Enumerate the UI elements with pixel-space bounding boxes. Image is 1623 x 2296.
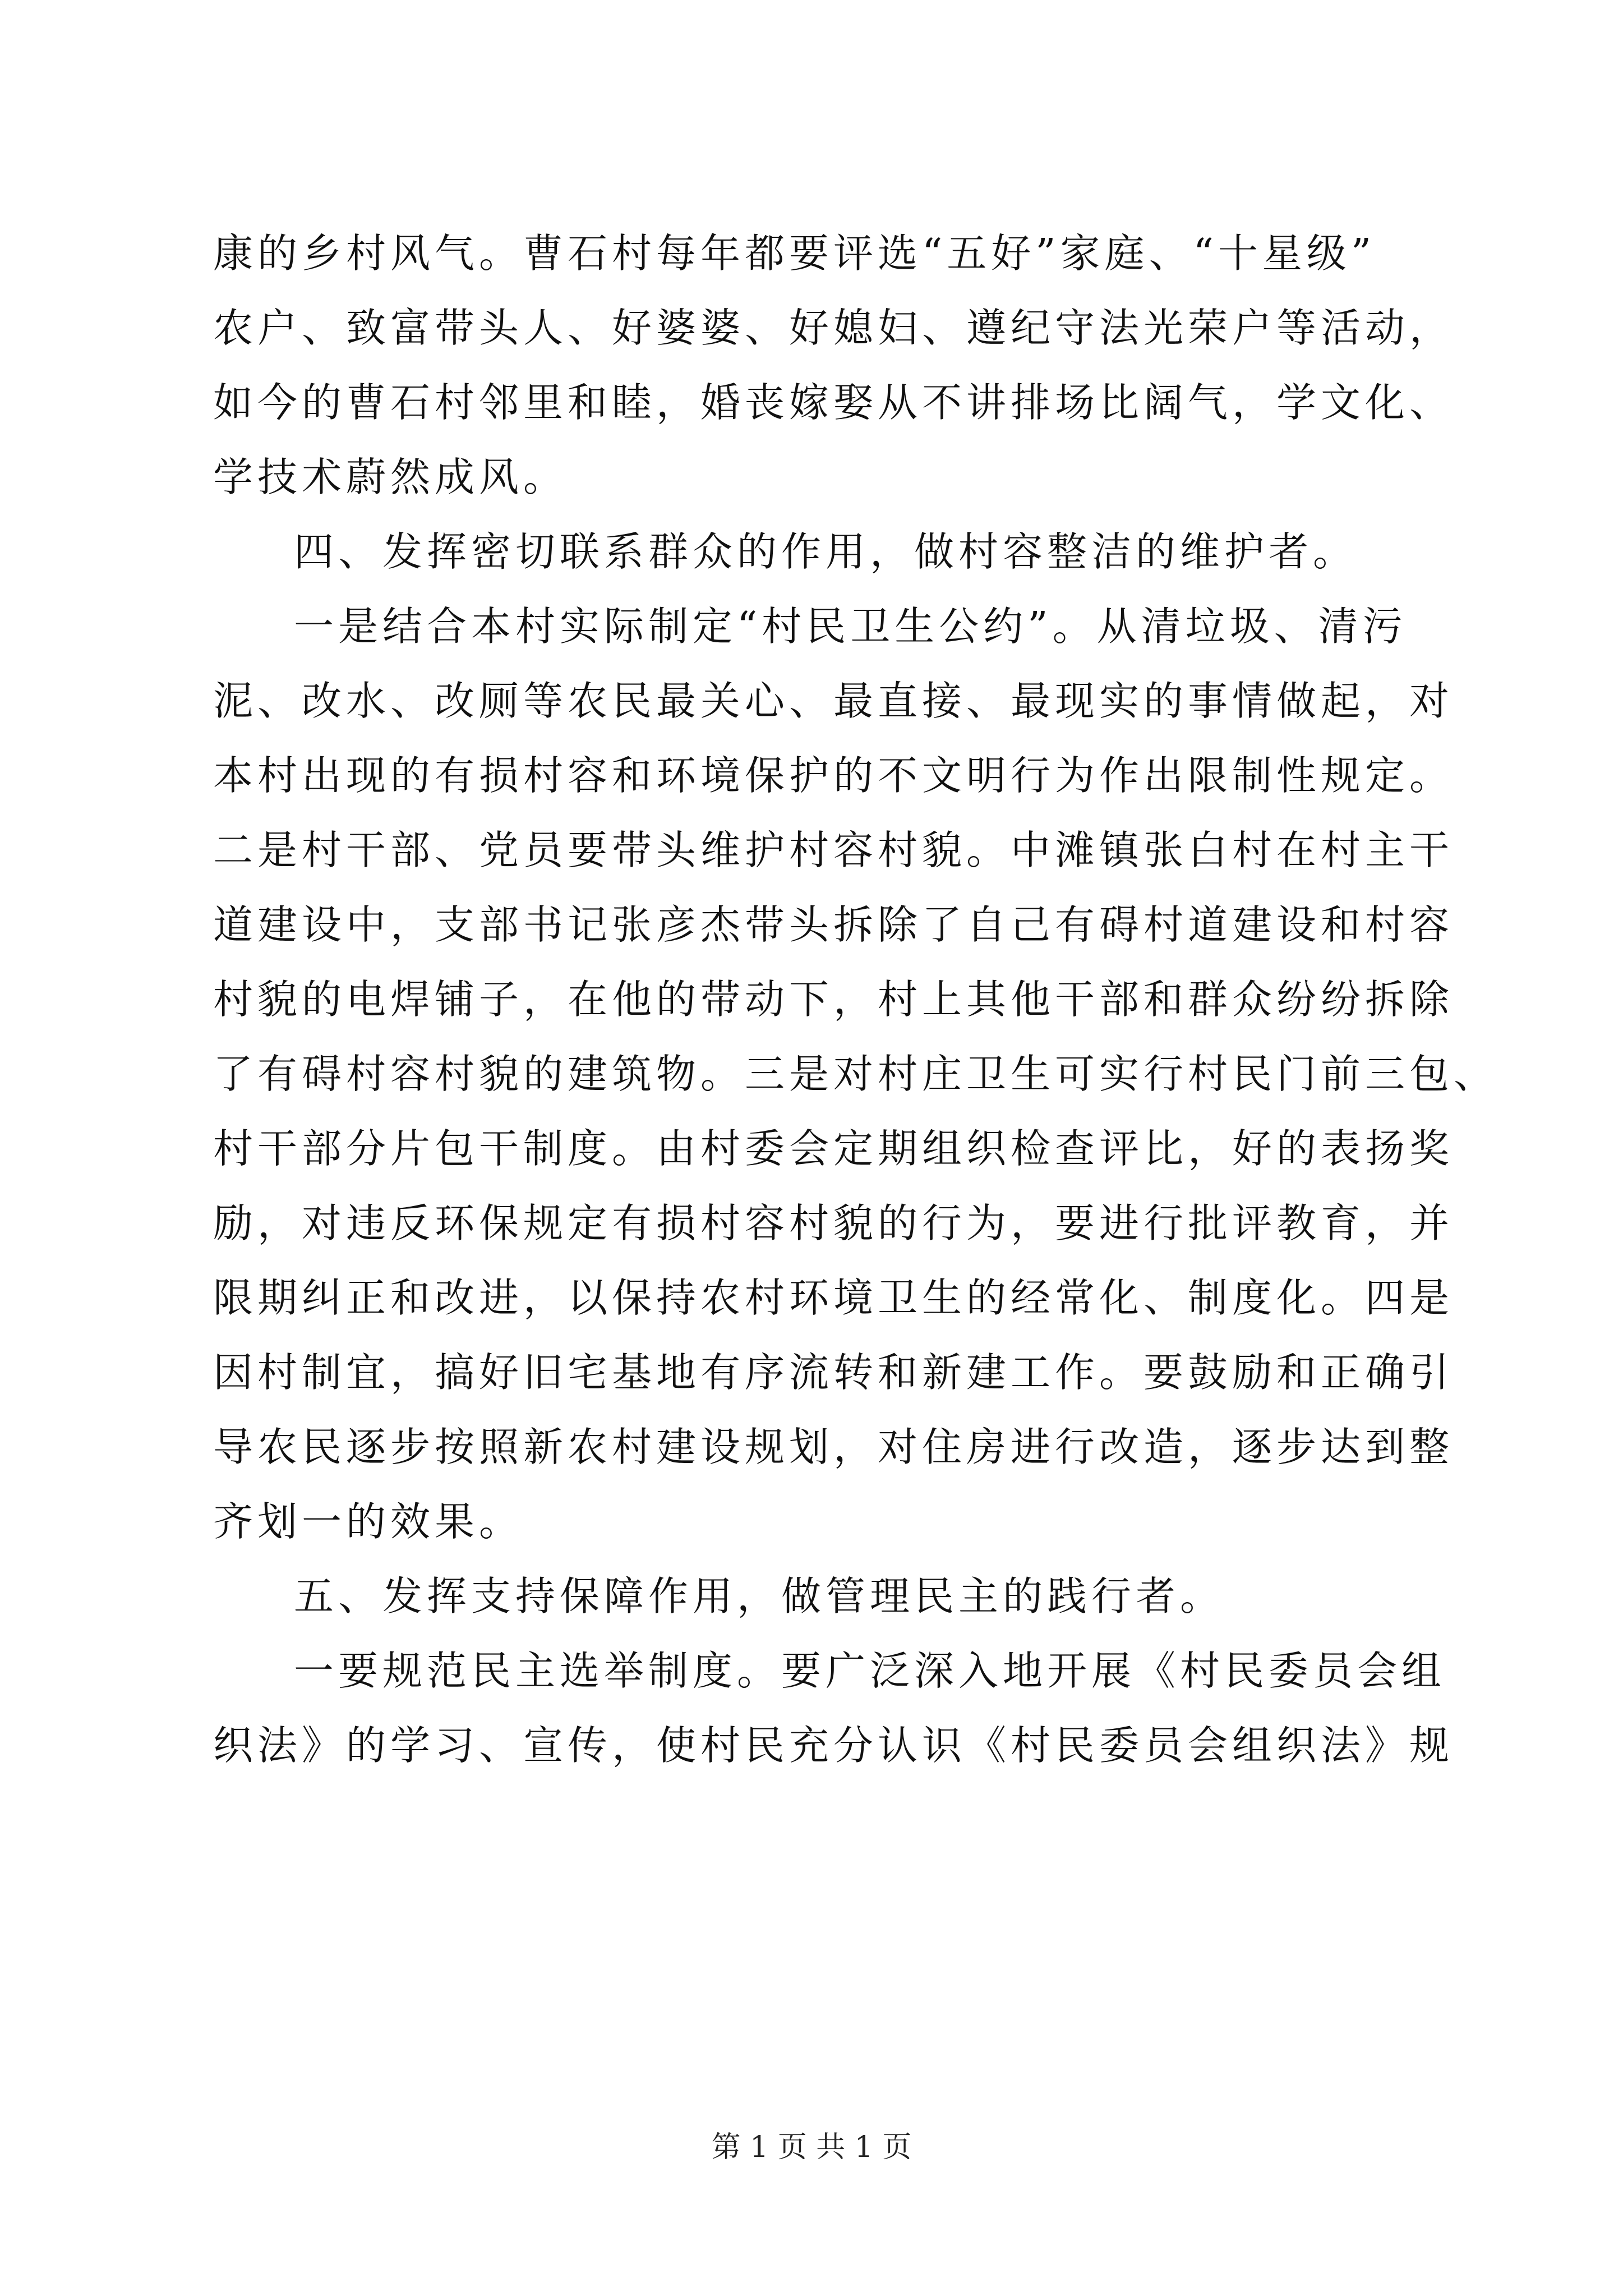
text-line: 泥、改水、改厕等农民最关心、最直接、最现实的事情做起，对 [213, 678, 1454, 724]
section-heading-5: 五、发挥支持保障作用，做管理民主的践行者。 [294, 1573, 1225, 1619]
text-line: 康的乡村风气。曹石村每年都要评选“五好”家庭、“十星级” [213, 230, 1376, 277]
text-line: 齐划一的效果。 [213, 1498, 524, 1545]
document-body [213, 216, 1498, 1783]
text-line: 一要规范民主选举制度。要广泛深入地开展《村民委员会组 [294, 1648, 1446, 1694]
text-line: 道建设中，支部书记张彦杰带头拆除了自己有碍村道建设和村容 [213, 901, 1454, 948]
text-line: 学技术蔚然成风。 [213, 454, 568, 500]
text-line: 本村出现的有损村容和环境保护的不文明行为作出限制性规定。 [213, 752, 1454, 799]
text-line: 限期纠正和改进，以保持农村环境卫生的经常化、制度化。四是 [213, 1274, 1454, 1321]
text-line: 一是结合本村实际制定“村民卫生公约”。从清垃圾、清污 [294, 603, 1407, 650]
text-line: 农户、致富带头人、好婆婆、好媳妇、遵纪守法光荣户等活动， [213, 305, 1454, 351]
text-line: 导农民逐步按照新农村建设规划，对住房进行改造，逐步达到整 [213, 1424, 1454, 1470]
section-heading-4: 四、发挥密切联系群众的作用，做村容整洁的维护者。 [294, 528, 1358, 575]
text-line: 励，对违反环保规定有损村容村貌的行为，要进行批评教育，并 [213, 1200, 1454, 1246]
text-line: 二是村干部、党员要带头维护村容村貌。中滩镇张白村在村主干 [213, 827, 1454, 873]
text-line: 织法》的学习、宣传，使村民充分认识《村民委员会组织法》规 [213, 1722, 1454, 1769]
text-line: 因村制宜，搞好旧宅基地有序流转和新建工作。要鼓励和正确引 [213, 1349, 1454, 1396]
text-line: 了有碍村容村貌的建筑物。三是对村庄卫生可实行村民门前三包、 [213, 1051, 1498, 1097]
page-number-footer: 第 1 页 共 1 页 [711, 2131, 912, 2164]
text-line: 如今的曹石村邻里和睦，婚丧嫁娶从不讲排场比阔气，学文化、 [213, 379, 1454, 426]
text-line: 村干部分片包干制度。由村委会定期组织检查评比，好的表扬奖 [213, 1125, 1454, 1172]
text-line: 村貌的电焊铺子，在他的带动下，村上其他干部和群众纷纷拆除 [213, 976, 1454, 1023]
